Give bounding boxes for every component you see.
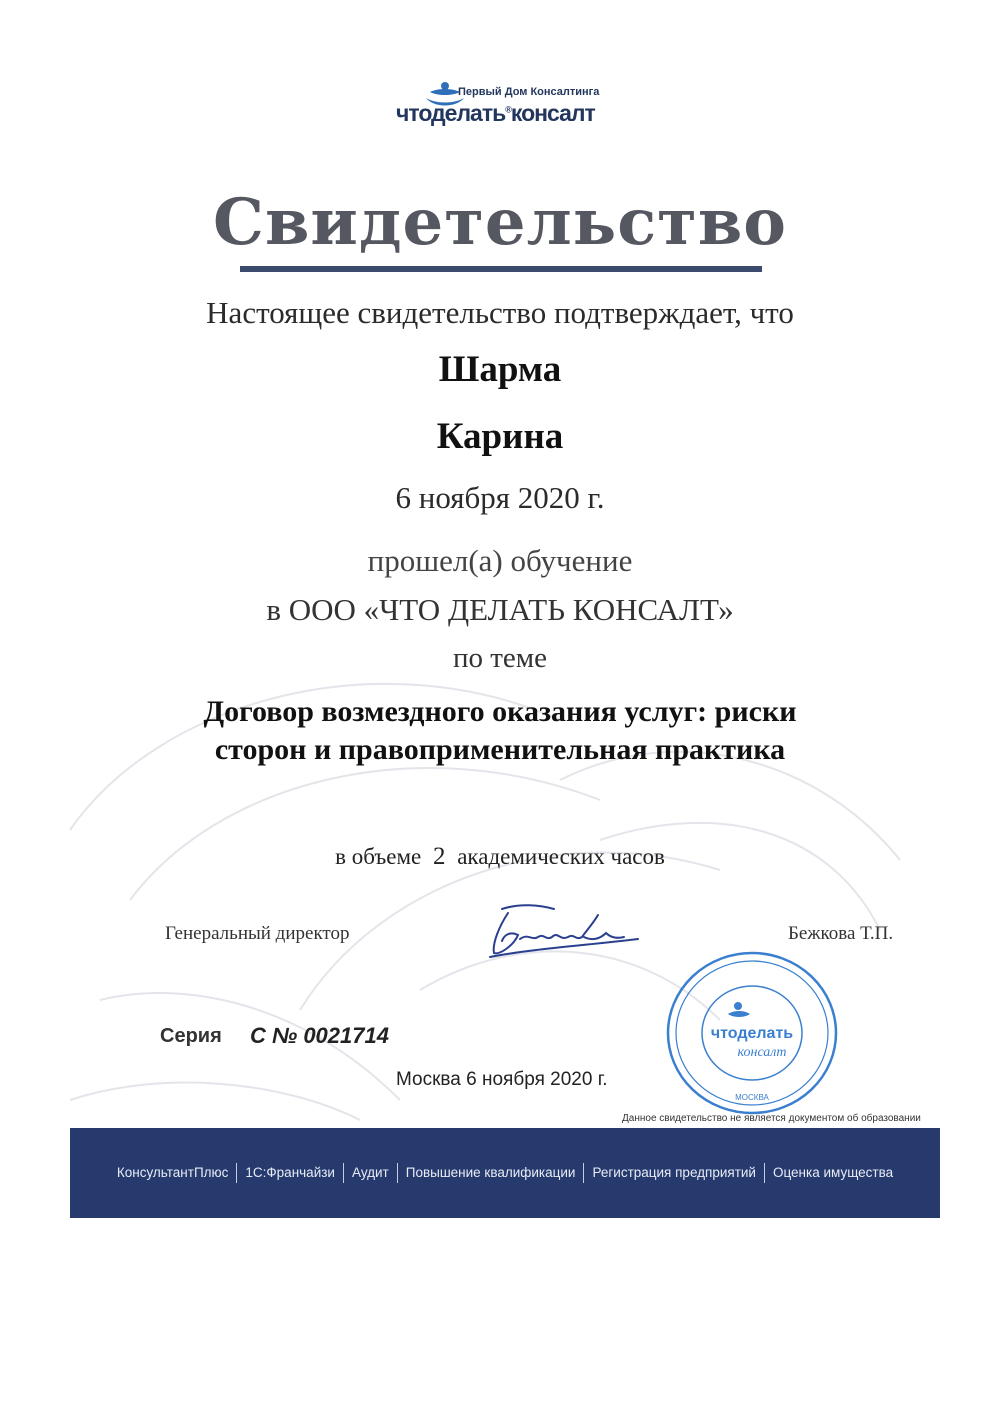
footer-bar (70, 1128, 940, 1218)
director-signature-icon (480, 895, 650, 965)
logo-tagline: Первый Дом Консалтинга (458, 86, 600, 98)
footer-item-valuation: Оценка имущества (764, 1163, 901, 1183)
series-number: С № 0021714 (250, 1023, 389, 1048)
footer-item-qualification: Повышение квалификации (397, 1163, 584, 1183)
logo-wordmark-main: чтоделать (396, 100, 506, 126)
title-underline (240, 266, 762, 272)
volume-suffix: академических часов (457, 844, 665, 869)
place-and-date: Москва 6 ноября 2020 г. (396, 1069, 608, 1090)
director-title: Генеральный директор (165, 923, 350, 944)
course-volume (0, 843, 1000, 871)
passed-training-text: прошел(а) обучение (367, 543, 633, 578)
topic-lead-text: по теме (452, 642, 548, 674)
volume-prefix: в объеме (335, 844, 422, 869)
certificate-title: Свидетельство (213, 185, 787, 260)
intro-text: Настоящее свидетельство подтверждает, что (206, 295, 794, 330)
logo-wordmark-suffix: консалт (510, 100, 595, 126)
footer-item-1c-franchise: 1С:Франчайзи (236, 1163, 343, 1183)
director-name: Бежкова Т.П. (788, 923, 894, 944)
logo-wordmark (396, 100, 595, 127)
footer-item-registration: Регистрация предприятий (583, 1163, 764, 1183)
disclaimer-text: Данное свидетельство не является документом об образовании (622, 1113, 921, 1124)
course-topic-line-2: сторон и правоприменительная практика (214, 733, 786, 766)
recipient-surname: Шарма (438, 349, 562, 390)
footer-services-list (70, 1128, 940, 1218)
recipient-first-name: Карина (436, 416, 564, 457)
footer-item-consultant-plus: КонсультантПлюс (116, 1165, 229, 1180)
completion-date: 6 ноября 2020 г. (395, 480, 605, 515)
stamp-brand-text: чтоделать (710, 1025, 794, 1042)
logo-registered-mark: ® (505, 104, 511, 115)
series-label: Серия (160, 1025, 222, 1047)
course-topic (0, 693, 1000, 769)
footer-item-audit: Аудит (343, 1163, 397, 1183)
course-topic-line-1: Договор возмездного оказания услуг: риски (203, 695, 797, 728)
stamp-city: МОСКВА (735, 1093, 769, 1102)
stamp-brand-suffix: консалт (737, 1045, 787, 1060)
volume-hours: 2 (432, 843, 446, 870)
company-stamp-icon (662, 948, 842, 1118)
organization-name: в ООО «ЧТО ДЕЛАТЬ КОНСАЛТ» (266, 592, 734, 627)
